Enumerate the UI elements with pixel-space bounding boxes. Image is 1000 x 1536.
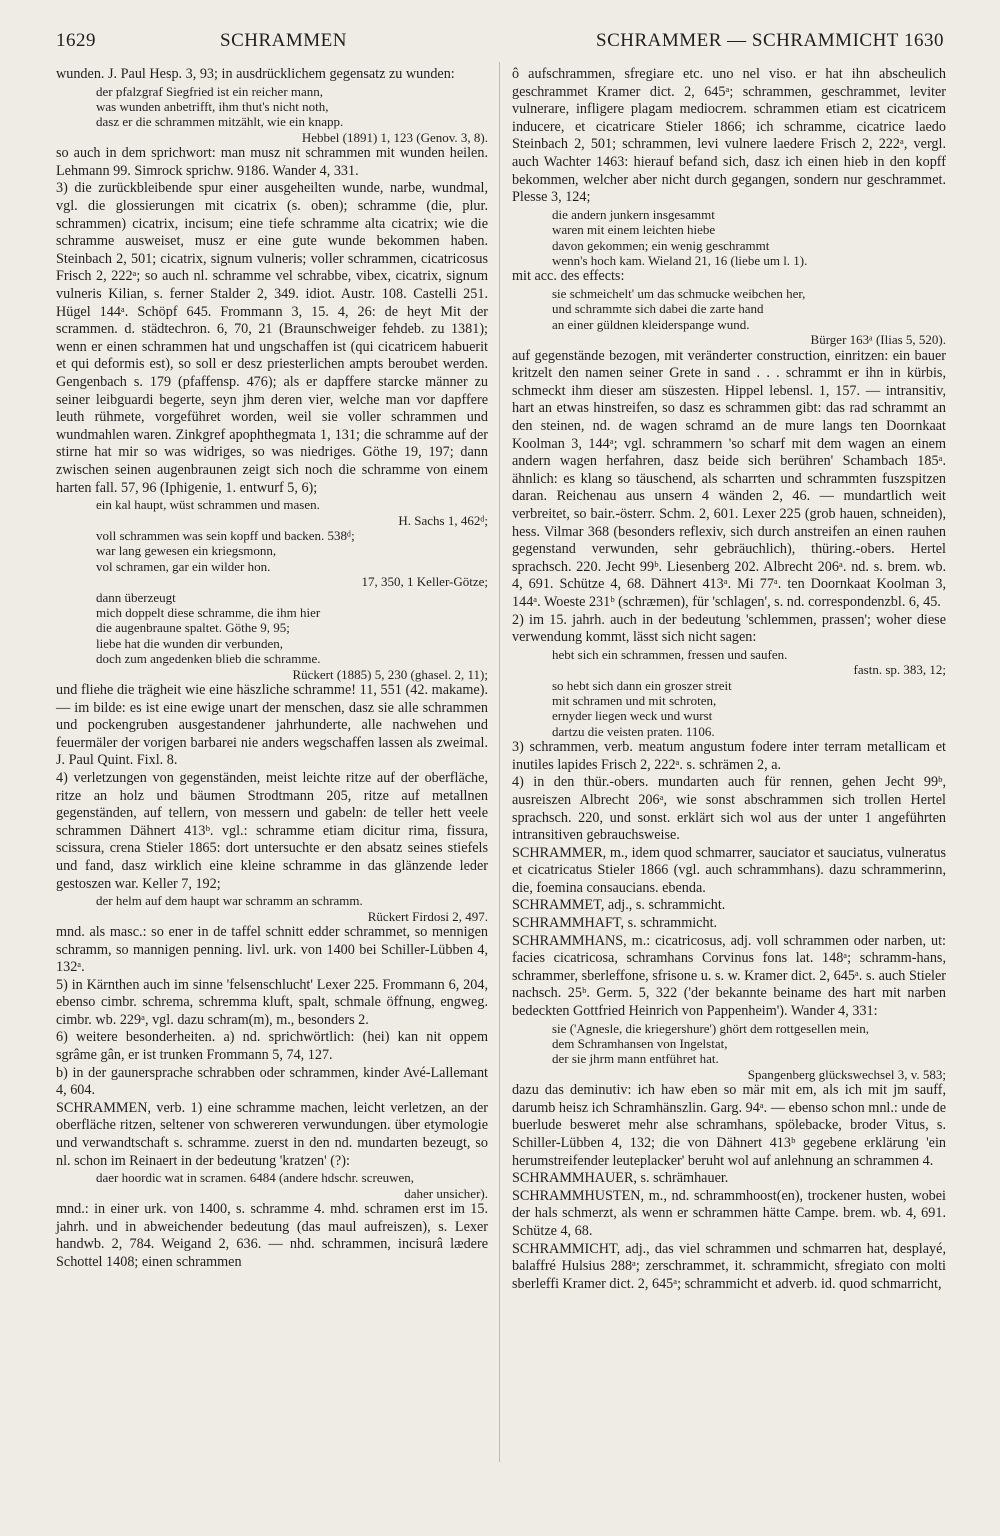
entry-paragraph: mnd. als masc.: so ener in de taffel schnitt edder schrammet, so mennigen schramm, so mannigen penning. livl. urk. von 1400 bei Schiller-Lübben 4, 132ᵃ. [56, 923, 488, 976]
quotation-line: daer hoordic wat in scramen. 6484 (andere hdschr. screuwen, [96, 1170, 415, 1186]
quotation-source: Rückert Firdosi 2, 497. [367, 908, 488, 924]
entry-paragraph: SCHRAMMHAUER, s. schrämhauer. [512, 1170, 729, 1187]
entry-paragraph: 3) schrammen, verb. meatum angustum fodere inter terram metallicam et inutiles lapides Frisch 2, 222ᵃ. s. schrämen 2, a. [512, 739, 946, 773]
entry-paragraph: mnd.: in einer urk. von 1400, s. schramme 4. mhd. schramen erst im 15. jahrh. und in abweichender bedeutung (das maul aufreiszen), s. Lexer handwb. 2, 784. Weigand 2, 636. — nhd. schrammen, incisurâ lædere Schottel 1408; einen schrammen [56, 1201, 488, 1270]
quotation-line: der sie jhrm mann entführet hat. [552, 1051, 719, 1067]
quotation-source: daher unsicher). [404, 1185, 488, 1201]
quotation-line: mich doppelt diese schramme, die ihm hier [96, 604, 321, 620]
quotation-block [512, 678, 946, 740]
entry-paragraph: SCHRAMMET, adj., s. schrammicht. [512, 897, 726, 914]
entry-paragraph: 3) die zurückbleibende spur einer ausgeheilten wunde, narbe, wundmal, vgl. die glossierungen mit cicatrix (s. oben); schramme (die, plur. schrammen) cicatrix, incisum; eine tiefe schramme alta cicatrix; wie die schramme ausweiset, musz er eine gute wunde bekommen haben. Steinbach 2, 501; cicatrix, signum vulneris; voller schrammen, cicatricosus Frisch 2, 222ᵃ; so auch nl. schramme vel schrabbe, vibex, cicatrix, signum vulneris Kilian, s. ferner Stalder 2, 349. idiot. Austr. 108. Castelli 251. Hügel 144ᵃ. Schöpf 645. Frommann 3, 15. 4, 26: de heyt Mit der scrammen. d. städtechron. 6, 70, 21 (Braunschweiger fehdeb. zu 1381); wenn er einen schrammen hat und ungschaffen ist (qui cicatricem habuerit et qui deformis est), so soll er desz priesterlichen ampts beroubet werden. Gengenbach s. 179 (pfaffensp. 476); als er dapffere starcke männer zu seiner leibguardi begerte, seyn jhm deren vier, welche man vor dapffere leuth rühmete, vorgeführet worden, weil sie voller schrammen und wundmahlen waren. Zinkgref apophthegmata 1, 131; die schramme auf der stirne hat mir so was widriges, so was niedriges. Göthe 19, 197; dann zwischen seinen augenbraunen zeigt sich noch die schramme von einem harten fall. 57, 96 (Iphigenie, 1. entwurf 5, 6); [56, 180, 488, 496]
quotation-source: Bürger 163ᵃ (Ilias 5, 520). [810, 332, 946, 348]
quotation-line: vol schramen, gar ein wilder hon. [96, 558, 271, 574]
quotation-block [56, 636, 488, 682]
entry-paragraph: 6) weitere besonderheiten. a) nd. sprichwörtlich: (hei) kan nit oppem sgrâme gân, er ist trunken Frommann 5, 74, 127. [56, 1029, 488, 1064]
quotation-line: so hebt sich dann ein groszer streit [552, 677, 732, 693]
quotation-block [56, 893, 488, 924]
right-column [512, 66, 946, 1293]
quotation-source: H. Sachs 1, 462ᵈ; [398, 512, 488, 528]
quotation-line: an einer güldnen kleiderspange wund. [552, 316, 750, 332]
entry-paragraph: auf gegenstände bezogen, mit veränderter construction, einritzen: ein bauer kritzelt den namen seiner Grete in sand . . . schrammt er ihn in kürbis, schmeckt ihm dieser am süszesten. Hippel lebensl. 1, 157. — intransitiv, hart an etwas hinstreifen, so dasz es schrammen gibt: das rad schrammt an den steinen, nd. de wagen schramd an de mure langs ten Doornkaat Koolman 3, 144ᵃ; vgl. schrammern 'so scharf mit dem wagen an einem andern wagen herfahren, dasz beide sich berühren' Schambach 185ᵃ. ähnlich: es klang so täuschend, als scharrten und schrammten fuszspitzen daran. Reichenau aus unsern 4 wänden 2, 46. — mundartlich weit verbreitet, so bair.-österr. Schm. 2, 601. Lexer 225 (grob hauen, schneiden), hess. Vilmar 368 (besonders reflexiv, sich durch anstreifen an einen rauhen gegenstand verwunden, sehr gebräuchlich), thüring.-obers. Hertel sprachsch. 220. Jecht 99ᵇ. Liesenberg 202. Albrecht 206ᵃ. nd. s. brem. wb. 4, 691. Schütze 4, 68. Dähnert 413ᵃ. Mi 77ᵃ. ten Doornkaat Koolman 3, 144ᵃ. Woeste 231ᵇ (schræmen), für 'schlagen', s. nd. correspondenzbl. 6, 45. [512, 347, 946, 610]
entry-paragraph: 5) in Kärnthen auch im sinne 'felsenschlucht' Lexer 225. Frommann 6, 204, ebenso cimbr. schrema, schremma kluft, spalt, schmale öffnung, engweg. cimbr. wb. 229ᵃ, vgl. dazu schram(m), m., besonders 2. [56, 976, 488, 1028]
quotation-line: und schrammte sich dabei die zarte hand [552, 301, 764, 317]
quotation-line: mit schramen und mit schroten, [552, 692, 717, 708]
quotation-block [56, 543, 488, 589]
quotation-line: die augenbraune spaltet. Göthe 9, 95; [96, 620, 290, 636]
right-running-title: SCHRAMMER — SCHRAMMICHT [596, 30, 899, 51]
quotation-source: Hebbel (1891) 1, 123 (Genov. 3, 8). [301, 129, 488, 145]
entry-paragraph: SCHRAMMHUSTEN, m., nd. schrammhoost(en), trockener husten, wobei der hals schmerzt, als wenn er schrammen hätte Campe. brem. wb. 4, 691. Schütze 4, 68. [512, 1187, 946, 1239]
entry-paragraph: SCHRAMMHANS, m.: cicatricosus, adj. voll schrammen oder narben, ut: facies cicatricosa, schramhans Corvinus fons lat. 148ᵃ; schramm-hans, schrammer, sberleffone, sfrisone u. s. w. Kramer dict. 2, 645ᵃ. s. auch Stieler nachsch. 25ᵇ. Germ. 5, 322 ('der bekannte beiname des hart mit narben bedeckten Gottfried Heinrich von Pappenheim'). Wander 4, 331: [512, 932, 946, 1020]
entry-paragraph: wunden. J. Paul Hesp. 3, 93; in ausdrücklichem gegensatz zu wunden: [56, 66, 455, 82]
entry-paragraph: 4) verletzungen von gegenständen, meist leichte ritze auf der oberfläche, ritze an holz und bäumen Strodtmann 205, ritze auf metallnen gegenständen, auf tellern, von messern und gabeln: de teller hett veele schrammen Dähnert 413ᵇ. vgl.: schramme etiam dicitur rima, fissura, scissura, crena Stieler 1865: dort untersuchte er den absatz seines stiefels und fand, dasz wirklich eine kleine schramme in das glänzende leder gestoszen war. Keller 7, 192; [56, 769, 488, 892]
quotation-line: dann überzeugt [96, 589, 176, 605]
quotation-line: der pfalzgraf Siegfried ist ein reicher mann, [96, 83, 324, 99]
quotation-block [56, 590, 488, 636]
page-header [56, 30, 944, 58]
entry-paragraph: mit acc. des effects: [512, 268, 625, 285]
quotation-line: was wunden anbetrifft, ihm thut's nicht noth, [96, 99, 329, 114]
quotation-block [512, 1021, 946, 1083]
quotation-block [56, 497, 488, 528]
quotation-source: 17, 350, 1 Keller-Götze; [361, 574, 488, 590]
left-running-title: SCHRAMMEN [220, 30, 347, 51]
quotation-line: ernyder liegen weck und wurst [552, 708, 713, 724]
quotation-line: sie schmeichelt' um das schmucke weibchen her, [552, 285, 806, 301]
quotation-line: dem Schramhansen von Ingelstat, [552, 1036, 728, 1052]
quotation-source: Spangenberg glückswechsel 3, v. 583; [747, 1066, 946, 1082]
quotation-block [512, 207, 946, 269]
entry-paragraph: 4) in den thür.-obers. mundarten auch für rennen, gehen Jecht 99ᵇ, ausreiszen Albrecht 206ᵃ, wie sonst abschrammen sich trollen Hertel sprachsch. 220, und sonst. erklärt sich wol aus der unter 1 angeführten intransitiven gebrauchsweise. [512, 774, 946, 844]
quotation-block [56, 528, 488, 543]
quotation-line: voll schrammen was sein kopff und backen. 538ᵈ; [96, 527, 355, 543]
entry-paragraph: und fliehe die trägheit wie eine häszliche schramme! 11, 551 (42. makame). — im bilde: es ist eine ewige unart der menschen, dasz sie alle schrammen und pockengruben ausgestandener jahrhunderte, alle nachwehen und feuermäler der vorigen barbarei nie anders wegschaffen lassen als zweimal. J. Paul Quint. Fixl. 8. [56, 681, 488, 769]
quotation-line: dasz er die schrammen mitzählt, wie ein knapp. [96, 114, 344, 130]
quotation-block [512, 647, 946, 678]
quotation-line: liebe hat die wunden dir verbunden, [96, 635, 283, 651]
quotation-block [56, 1170, 488, 1201]
quotation-source: Rückert (1885) 5, 230 (ghasel. 2, 11); [292, 666, 488, 682]
quotation-source: fastn. sp. 383, 12; [853, 662, 946, 678]
entry-paragraph: ô aufschrammen, sfregiare etc. uno nel viso. er hat ihn abscheulich geschrammet Kramer dict. 2, 645ᵃ; schrammen, geschrammet, leviter vulnerare, infligere plagam mediocrem. schrammen etiam est cicatricem inducere, et cicatricare Stieler 1866; ich schramme, cicatrice laedo Steinbach 2, 501; schrammen, levi vulnere laedere Frisch 2, 222ᵃ, vergl. auch Wachter 1463: hierauf befand sich, dasz ich einen hieb in den kopff bekommen, welcher aber nicht durch gegangen, sondern nur geschrammet. Plesse 3, 124; [512, 66, 946, 206]
entry-paragraph: SCHRAMMEN, verb. 1) eine schramme machen, leicht verletzen, an der oberfläche ritzen, seltener von schwereren verwundungen. über etymologie und verwandtschaft s. schramme. zuerst in den nd. mundarten bezeugt, so nl. schon im Reinaert in der bedeutung 'kratzen' (?): [56, 1099, 488, 1169]
quotation-line: sie ('Agnesle, die kriegershure') ghört dem rottgesellen mein, [552, 1020, 869, 1036]
quotation-line: dartzu die veisten praten. 1106. [552, 723, 715, 739]
quotation-line: waren mit einem leichten hiebe [552, 222, 716, 238]
entry-paragraph: SCHRAMMER, m., idem quod schmarrer, sauciator et sauciatus, vulneratus et cicatricatus Stieler 1866 (vgl. auch schrammhans). dazu schrammerinn, die, foemina consaucians. ebenda. [512, 844, 946, 896]
left-column [56, 66, 488, 1271]
quotation-line: doch zum angedenken blieb die schramme. [96, 651, 321, 667]
quotation-line: davon gekommen; ein wenig geschrammt [552, 237, 770, 253]
quotation-line: ein kal haupt, wüst schrammen und masen. [96, 497, 320, 513]
entry-paragraph: so auch in dem sprichwort: man musz nit schrammen mit wunden heilen. Lehmann 99. Simrock sprichw. 9186. Wander 4, 331. [56, 145, 488, 179]
entry-paragraph: SCHRAMMHAFT, s. schrammicht. [512, 915, 718, 932]
entry-paragraph: 2) im 15. jahrh. auch in der bedeutung 'schlemmen, prassen'; woher diese verwendung kommt, lässt sich nicht sagen: [512, 611, 946, 646]
left-page-number: 1629 [56, 30, 96, 51]
right-page-number: 1630 [904, 30, 944, 51]
entry-paragraph: b) in der gaunersprache schrabben oder schrammen, kinder Avé-Lallemant 4, 604. [56, 1064, 488, 1099]
entry-paragraph: SCHRAMMICHT, adj., das viel schrammen und schmarren hat, desplayé, balaffré Hulsius 288ᵃ; zerschrammet, it. schrammicht, sfregiato con molti sberleffi Kramer dict. 2, 645ᵃ; schrammicht et adverb. id. quod schmarricht, [512, 1240, 946, 1292]
quotation-line: der helm auf dem haupt war schramm an schramm. [96, 893, 363, 909]
quotation-line: wenn's hoch kam. Wieland 21, 16 (liebe um l. 1). [552, 252, 808, 268]
quotation-line: hebt sich ein schrammen, fressen und saufen. [552, 646, 788, 662]
column-divider [499, 62, 500, 1462]
entry-paragraph: dazu das deminutiv: ich haw eben so mär mit em, als ich mit jm sauff, darumb heisz ich Schramhänszlin. Garg. 94ᵃ. — ebenso schon mnl.: unde de buerlude besweret mehr alse schramhans, spölebacke, broder Vitus, s. Schiller-Lübben 4, 132; die von Dähnert 413ᵇ gegebene erklärung 'ein herumstreifender leuteplacker' beruht wol auf anlehnung an schrammen 4. [512, 1082, 946, 1169]
quotation-block [56, 84, 488, 146]
quotation-line: die andern junkern insgesammt [552, 206, 715, 222]
quotation-line: war lang gewesen ein kriegsmonn, [96, 543, 277, 559]
quotation-block [512, 286, 946, 348]
